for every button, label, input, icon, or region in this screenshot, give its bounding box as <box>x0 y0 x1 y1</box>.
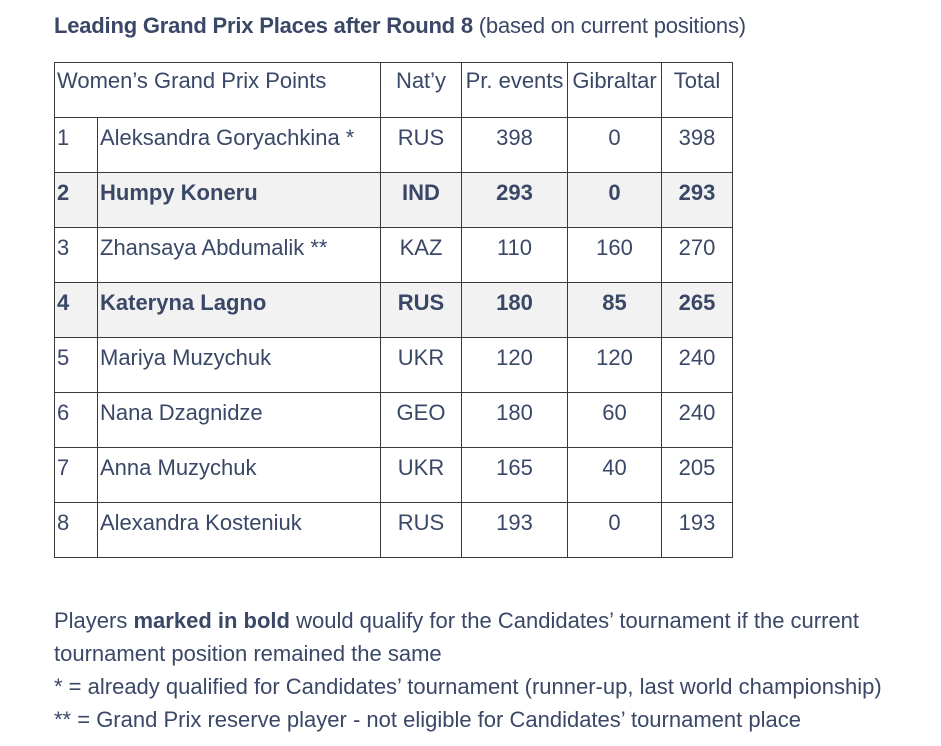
total-cell: 270 <box>662 228 733 283</box>
table-row <box>55 173 733 228</box>
table-row <box>55 448 733 503</box>
total-cell: 193 <box>662 503 733 558</box>
nationality-cell: UKR <box>381 338 462 393</box>
table-header-row <box>55 63 733 118</box>
player-name-cell: Nana Dzagnidze <box>98 393 381 448</box>
player-name-cell: Kateryna Lagno <box>98 283 381 338</box>
heading-normal-text: (based on current positions) <box>472 13 746 38</box>
player-name-cell: Aleksandra Goryachkina * <box>98 118 381 173</box>
gibraltar-cell: 60 <box>568 393 662 448</box>
gibraltar-cell: 0 <box>568 503 662 558</box>
gibraltar-cell: 85 <box>568 283 662 338</box>
player-name-cell: Zhansaya Abdumalik ** <box>98 228 381 283</box>
footnotes <box>54 604 934 736</box>
pr-events-cell: 110 <box>462 228 568 283</box>
nationality-cell: GEO <box>381 393 462 448</box>
total-cell: 240 <box>662 393 733 448</box>
header-nationality: Nat’y <box>381 63 462 118</box>
header-points: Women’s Grand Prix Points <box>55 63 381 118</box>
total-cell: 240 <box>662 338 733 393</box>
nationality-cell: KAZ <box>381 228 462 283</box>
note-line-2: tournament position remained the same <box>54 641 442 666</box>
gibraltar-cell: 160 <box>568 228 662 283</box>
player-name-cell: Humpy Koneru <box>98 173 381 228</box>
table-heading <box>54 12 746 40</box>
rank-cell: 8 <box>55 503 98 558</box>
rank-cell: 1 <box>55 118 98 173</box>
heading-bold-text: Leading Grand Prix Places after Round 8 <box>54 13 473 38</box>
pr-events-cell: 293 <box>462 173 568 228</box>
grand-prix-table <box>54 62 733 558</box>
total-cell: 205 <box>662 448 733 503</box>
player-name-cell: Alexandra Kosteniuk <box>98 503 381 558</box>
note-line-1-pre: Players <box>54 608 134 633</box>
note-line-3: * = already qualified for Candidates’ tournament (runner-up, last world championship) <box>54 674 882 699</box>
gibraltar-cell: 40 <box>568 448 662 503</box>
gibraltar-cell: 0 <box>568 118 662 173</box>
nationality-cell: RUS <box>381 503 462 558</box>
table-row <box>55 118 733 173</box>
rank-cell: 5 <box>55 338 98 393</box>
total-cell: 265 <box>662 283 733 338</box>
gibraltar-cell: 120 <box>568 338 662 393</box>
pr-events-cell: 180 <box>462 283 568 338</box>
total-cell: 398 <box>662 118 733 173</box>
table-row <box>55 393 733 448</box>
nationality-cell: UKR <box>381 448 462 503</box>
header-pr-events: Pr. events <box>462 63 568 118</box>
rank-cell: 2 <box>55 173 98 228</box>
rank-cell: 4 <box>55 283 98 338</box>
nationality-cell: RUS <box>381 283 462 338</box>
table-row <box>55 283 733 338</box>
note-line-4: ** = Grand Prix reserve player - not eligible for Candidates’ tournament place <box>54 707 801 732</box>
header-gibraltar: Gibraltar <box>568 63 662 118</box>
rank-cell: 3 <box>55 228 98 283</box>
pr-events-cell: 398 <box>462 118 568 173</box>
pr-events-cell: 193 <box>462 503 568 558</box>
pr-events-cell: 120 <box>462 338 568 393</box>
player-name-cell: Anna Muzychuk <box>98 448 381 503</box>
table-row <box>55 338 733 393</box>
player-name-cell: Mariya Muzychuk <box>98 338 381 393</box>
nationality-cell: IND <box>381 173 462 228</box>
rank-cell: 6 <box>55 393 98 448</box>
pr-events-cell: 180 <box>462 393 568 448</box>
note-line-1-post: would qualify for the Candidates’ tournament if the current <box>289 608 860 633</box>
table-row <box>55 228 733 283</box>
table-row <box>55 503 733 558</box>
note-line-1 <box>54 604 934 637</box>
total-cell: 293 <box>662 173 733 228</box>
note-line-1-bold: marked in bold <box>133 608 290 633</box>
rank-cell: 7 <box>55 448 98 503</box>
header-total: Total <box>662 63 733 118</box>
nationality-cell: RUS <box>381 118 462 173</box>
gibraltar-cell: 0 <box>568 173 662 228</box>
pr-events-cell: 165 <box>462 448 568 503</box>
